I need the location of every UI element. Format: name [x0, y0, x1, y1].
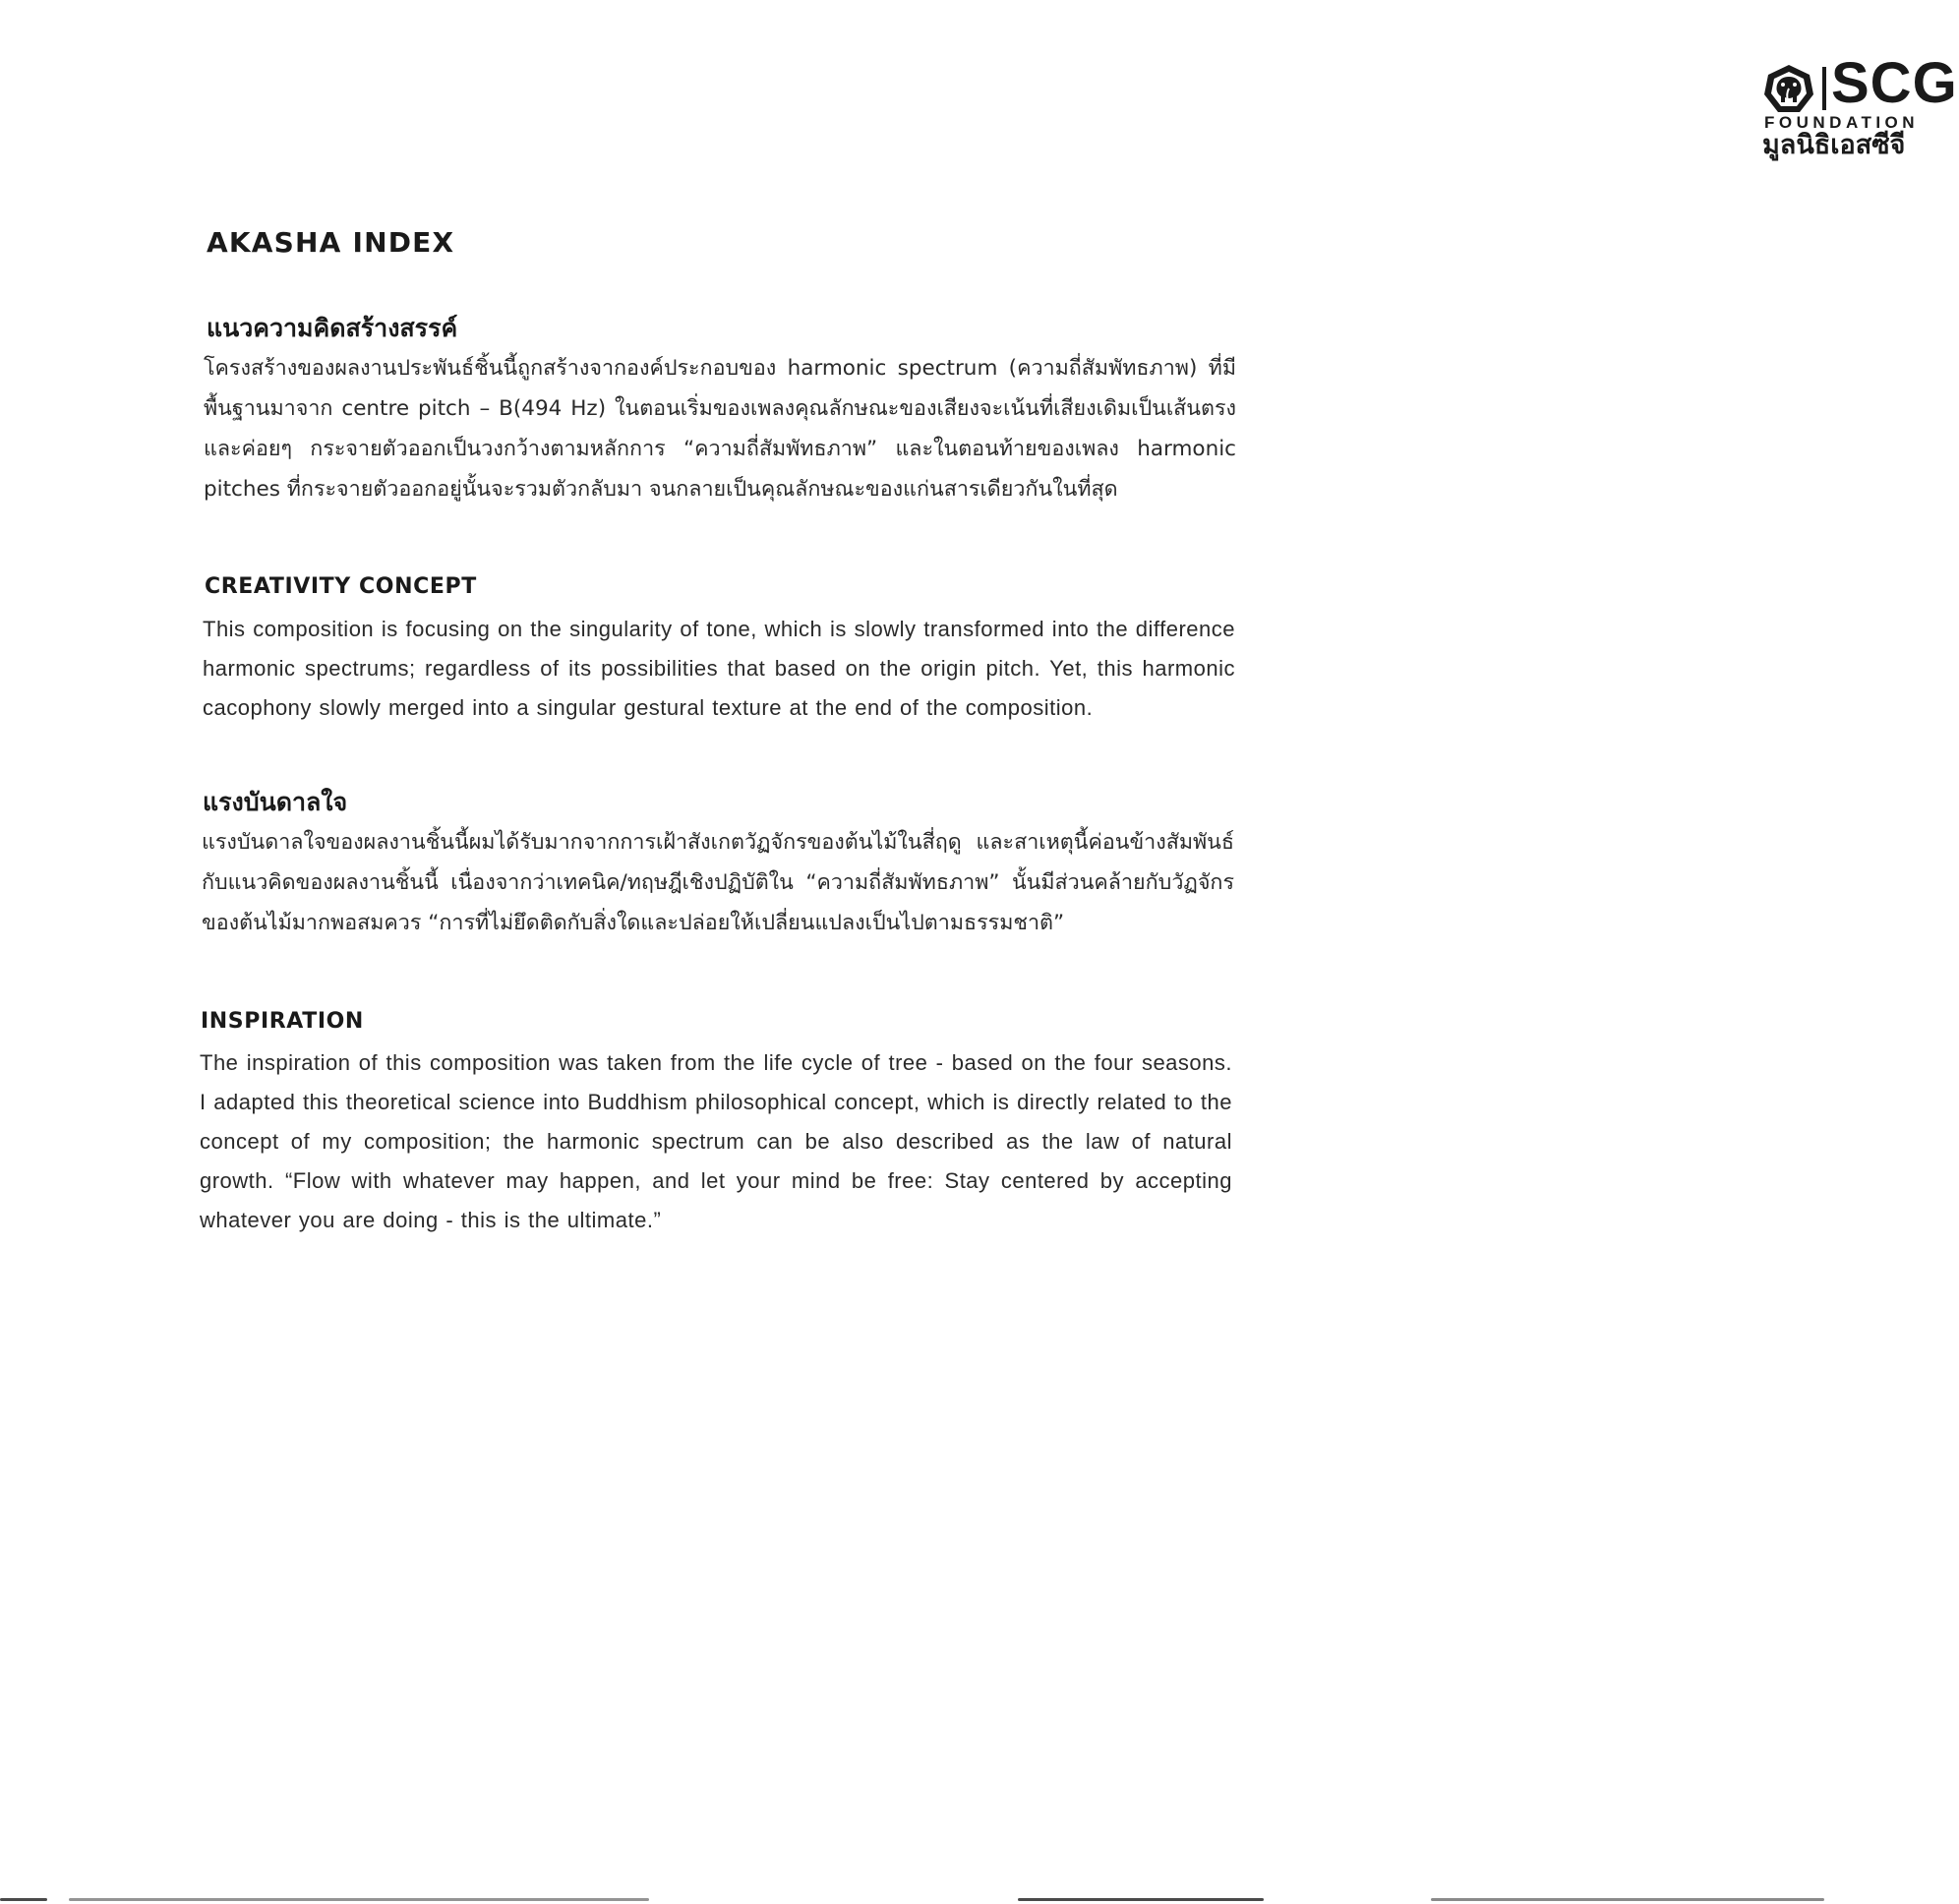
section-text-inspiration: The inspiration of this composition was taken from the life cycle of tree - based on the four seasons. I adapted this theoretical science into Buddhism philosophical concept, which is directly related to the concept of my composition; the harmonic spectrum can be also described as the law of natural growth. “Flow with whatever may happen, and let your mind be free: Stay centered by accepting whatever you are doing - this is the ultimate.” [200, 1050, 1232, 1232]
document-title: AKASHA INDEX [207, 226, 455, 259]
section-heading-creativity-concept: CREATIVITY CONCEPT [205, 574, 477, 599]
scan-edge-line [0, 1898, 47, 1901]
scg-foundation-logo [1762, 51, 1959, 160]
section-heading-inspiration: INSPIRATION [201, 1009, 364, 1034]
logo-foundation-text: FOUNDATION [1764, 113, 1920, 132]
scan-edge-line [1431, 1898, 1824, 1901]
scan-edge-line [69, 1898, 649, 1901]
logo-thai-text: มูลนิธิเอสซีจี [1762, 130, 1906, 160]
elephant-emblem-icon [1762, 63, 1815, 114]
scan-edge-line [1018, 1898, 1264, 1901]
section-text-creative-concept-thai: โครงสร้างของผลงานประพันธ์ชิ้นนี้ถูกสร้างจากองค์ประกอบของ harmonic spectrum (ความถี่สัมพัทธภาพ) ที่มีพื้นฐานมาจาก centre pitch – B(494 Hz) ในตอนเริ่มของเพลงคุณลักษณะของเสียงจะเน้นที่เสียงเดิมเป็นเส้นตรงและค่อยๆ กระจายตัวออกเป็นวงกว้างตามหลักการ “ความถี่สัมพัทธภาพ” และในตอนท้ายของเพลง harmonic pitches ที่กระจายตัวออกอยู่นั้นจะรวมตัวกลับมา จนกลายเป็นคุณลักษณะของแก่นสารเดียวกันในที่สุด [204, 356, 1236, 502]
logo-divider [1822, 67, 1826, 110]
section-text-creativity-concept: This composition is focusing on the singularity of tone, which is slowly transformed into the difference harmonic spectrums; regardless of its possibilities that based on the origin pitch. Yet, this harmonic cacophony slowly merged into a singular gestural texture at the end of the composition. [203, 617, 1235, 720]
section-heading-creative-concept-thai: แนวความคิดสร้างสรรค์ [207, 314, 458, 342]
section-heading-inspiration-thai: แรงบันดาลใจ [203, 788, 348, 816]
section-text-inspiration-thai: แรงบันดาลใจของผลงานชิ้นนี้ผมได้รับมากจากการเฝ้าสังเกตวัฏจักรของต้นไม้ในสี่ฤดู และสาเหตุนี้ค่อนข้างสัมพันธ์กับแนวคิดของผลงานชิ้นนี้ เนื่องจากว่าเทคนิค/ทฤษฎีเชิงปฏิบัติใน “ความถี่สัมพัทธภาพ” นั้นมีส่วนคล้ายกับวัฏจักรของต้นไม้มากพอสมควร “การที่ไม่ยึดติดกับสิ่งใดและปล่อยให้เปลี่ยนแปลงเป็นไปตามธรรมชาติ” [202, 830, 1234, 935]
logo-name: SCG [1831, 51, 1958, 115]
